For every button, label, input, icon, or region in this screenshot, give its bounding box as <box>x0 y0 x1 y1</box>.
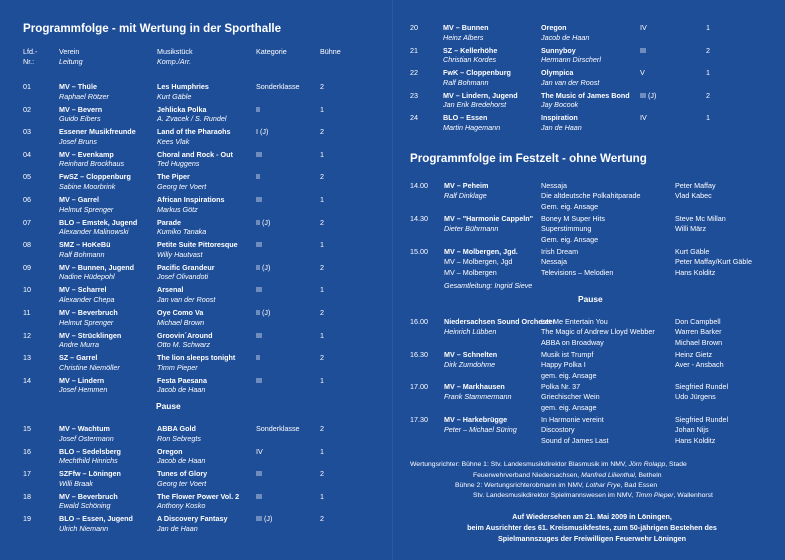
header-nr: Lfd.- <box>23 47 38 56</box>
fest-composer: Heinz Gietz <box>675 350 713 359</box>
judges-l3a: Bühne 2: Wertungsrichterobmann im NMV, <box>455 482 584 489</box>
fest-ensemble: Ralf Dinklage <box>444 191 487 201</box>
row-buehne: 1 <box>320 446 324 456</box>
row-komp: A. Zvacek / S. Rundel <box>157 114 227 124</box>
row-verein: MV – Lindern, Jugend <box>443 90 518 100</box>
row-leitung: Martin Hagemann <box>443 123 501 132</box>
row-nr: 14 <box>23 375 31 385</box>
row-komp: Georg ter Voert <box>157 182 207 191</box>
row-nr: 13 <box>23 353 31 363</box>
fest-composer: Aver - Ansbach <box>675 360 724 370</box>
row-buehne: 2 <box>320 308 324 317</box>
row-buehne: 1 <box>320 491 324 501</box>
row-kategorie: Sonderklasse <box>256 82 300 91</box>
row-nr: 16 <box>23 446 31 456</box>
fest-composer: Warren Barker <box>675 327 722 337</box>
fest-time: 15.00 <box>410 247 428 256</box>
row-verein: FwSZ – Cloppenburg <box>59 172 131 182</box>
row-nr: 03 <box>23 127 31 137</box>
fest-time: 14.30 <box>410 214 428 223</box>
judges-l2a: Feuerwehrverband Niedersachsen, <box>473 472 580 479</box>
row-kategorie: III <box>640 45 646 55</box>
row-verein: MV – Bevern <box>59 104 103 114</box>
fest-composer: Siegfried Rundel <box>675 382 729 391</box>
fest-piece: ABBA on Broadway <box>541 337 604 347</box>
row-verein: Essener Musikfreunde <box>59 127 136 137</box>
fest-piece: Irish Dream <box>541 247 579 256</box>
row-verein: MV – Beverbruch <box>59 308 118 317</box>
right-title: Programmfolge im Festzelt - ohne Wertung <box>410 152 647 165</box>
fest-ensemble: MV – Molbergen, Jgd. <box>444 247 518 256</box>
row-leitung: Ralf Bohmann <box>443 77 489 87</box>
row-buehne: 1 <box>320 330 324 340</box>
row-komp: Jacob de Haan <box>157 456 206 466</box>
fest-piece: gem. eig. Ansage <box>541 370 597 380</box>
row-buehne: 1 <box>706 23 710 32</box>
row-verein: BLO – Essen, Jugend <box>59 514 133 524</box>
row-komp: Kurt Gäble <box>157 91 192 101</box>
row-kategorie: V <box>640 68 645 78</box>
row-kategorie: II (J) <box>256 217 271 227</box>
row-komp: Otto M. Schwarz <box>157 340 211 350</box>
row-nr: 01 <box>23 82 31 91</box>
row-verein: BLO – Emstek, Jugend <box>59 217 138 227</box>
fest-piece: Die altdeutsche Polkahitparade <box>541 191 641 201</box>
row-komp: Timm Pieper <box>157 362 198 372</box>
row-verein: MV – Garrel <box>59 195 99 204</box>
judges-l4b: Timm Pieper <box>635 492 674 499</box>
row-stueck: The Piper <box>157 172 190 182</box>
row-leitung: Willi Braak <box>59 478 93 488</box>
row-buehne: 2 <box>320 127 324 137</box>
row-verein: BLO – Essen <box>443 113 488 123</box>
fest-piece: Musik ist Trumpf <box>541 350 594 359</box>
fest-composer: Udo Jürgens <box>675 392 716 402</box>
fest-time: 16.00 <box>410 317 428 326</box>
fest-ensemble: Peter – Michael Süring <box>444 425 517 435</box>
row-nr: 10 <box>23 285 31 295</box>
row-buehne: 2 <box>706 90 710 100</box>
row-nr: 06 <box>23 195 31 204</box>
row-komp: Jan de Haan <box>157 524 198 533</box>
row-nr: 15 <box>23 424 31 433</box>
row-stueck: Jehlicka Polka <box>157 104 207 114</box>
row-stueck: The lion sleeps tonight <box>157 353 236 363</box>
row-verein: MV – Lindern <box>59 375 105 385</box>
row-buehne: 1 <box>320 149 324 159</box>
row-komp: Hermann Dirscherl <box>541 55 601 65</box>
fest-ensemble: MV – Markhausen <box>444 382 505 391</box>
row-buehne: 1 <box>320 285 324 295</box>
row-komp: Jan van der Roost <box>157 295 216 304</box>
row-stueck: Oregon <box>157 446 183 456</box>
row-stueck: The Flower Power Vol. 2 <box>157 491 240 501</box>
row-buehne: 1 <box>706 68 710 78</box>
header-leitung: Leitung <box>59 57 83 66</box>
fest-ensemble: MV – Harkebrügge <box>444 415 508 424</box>
row-stueck: Arsenal <box>157 285 184 295</box>
row-komp: Jan van der Roost <box>541 77 600 87</box>
row-nr: 21 <box>410 45 418 55</box>
fest-piece: Happy Polka I <box>541 360 586 370</box>
row-kategorie: III <box>256 149 262 159</box>
header-buehne: Bühne <box>320 47 341 56</box>
row-buehne: 1 <box>320 195 324 204</box>
row-nr: 05 <box>23 172 31 182</box>
fest-piece: gem. eig. Ansage <box>541 402 597 412</box>
fest-piece: Let Me Entertain You <box>541 317 608 326</box>
judges-l4a: Stv. Landesmusikdirektor Spielmannswesen im NMV, <box>473 492 634 499</box>
row-stueck: A Discovery Fantasy <box>157 514 228 524</box>
row-kategorie: Sonderklasse <box>256 424 300 433</box>
row-stueck: Olympica <box>541 68 574 78</box>
row-komp: Jay Bocook <box>541 100 579 110</box>
fest-ensemble: Dieter Bührmann <box>444 224 499 234</box>
footer-line-3: Spielmannszuges der Freiwilligen Feuerwehr Löningen <box>497 534 687 543</box>
row-kategorie: II <box>256 353 260 363</box>
row-leitung: Christine Niemöller <box>59 362 120 372</box>
row-verein: MV – Scharrel <box>59 285 107 295</box>
row-kategorie: IV <box>640 23 647 32</box>
row-komp: Jan de Haan <box>541 123 582 132</box>
fest-time: 17.30 <box>410 415 428 424</box>
fest-composer: Siegfried Rundel <box>675 415 729 424</box>
row-leitung: Josef Bruns <box>59 136 97 146</box>
fest-ensemble: Frank Stammermann <box>444 392 512 402</box>
judges-l2b: Manfred Lilienthal <box>581 472 635 479</box>
row-stueck: Petite Suite Pittoresque <box>157 240 238 250</box>
fest-piece: Griechischer Wein <box>541 392 600 402</box>
row-stueck: Tunes of Glory <box>157 469 208 479</box>
row-komp: Josef Olivandoti <box>157 272 209 282</box>
row-nr: 04 <box>23 149 31 159</box>
row-buehne: 2 <box>320 217 324 227</box>
row-nr: 19 <box>23 514 31 524</box>
fest-time: 17.00 <box>410 382 428 391</box>
row-leitung: Heinz Albers <box>443 32 484 42</box>
row-buehne: 2 <box>320 353 324 363</box>
row-kategorie: III <box>256 375 262 385</box>
row-verein: SMZ – HoKeBü <box>59 240 111 250</box>
fest-piece: Nessaja <box>541 257 567 267</box>
row-stueck: Oye Como Va <box>157 308 204 317</box>
fest-ensemble: Dirk Zumdohme <box>444 360 496 370</box>
row-leitung: Andre Murra <box>59 340 99 350</box>
fest-composer: Vlad Kabec <box>675 191 712 201</box>
fest-piece: Discostory <box>541 425 575 435</box>
row-buehne: 2 <box>320 514 324 524</box>
header-komp: Komp./Arr. <box>157 57 192 66</box>
fest-piece: Boney M Super Hits <box>541 214 605 223</box>
row-verein: FwK – Cloppenburg <box>443 68 511 78</box>
fest-composer: Steve Mc Millan <box>675 214 726 223</box>
row-komp: Georg ter Voert <box>157 478 207 488</box>
row-verein: MV – Bunnen, Jugend <box>59 262 135 272</box>
page-fold <box>392 0 393 560</box>
fest-ensemble: Heinrich Lübben <box>444 327 497 337</box>
row-komp: Markus Götz <box>157 204 198 214</box>
row-kategorie: II <box>256 104 260 114</box>
fest-ensemble: MV – Molbergen <box>444 267 497 277</box>
fest-ensemble: Niedersachsen Sound Orchester <box>444 317 556 326</box>
fest-ensemble: MV – Molbergen, Jgd <box>444 257 513 267</box>
gesamtleitung: Gesamtleitung: Ingrid Sieve <box>444 281 533 290</box>
fest-ensemble: MV – Schnelten <box>444 350 498 359</box>
row-leitung: Josef Hemmen <box>59 385 108 395</box>
row-nr: 20 <box>410 23 418 32</box>
fest-time: 16.30 <box>410 350 428 359</box>
fest-ensemble: MV – Peheim <box>444 181 489 190</box>
row-buehne: 1 <box>320 240 324 250</box>
judges-l1c: , Stade <box>665 461 687 468</box>
row-verein: MV – Wachtum <box>59 424 110 433</box>
row-kategorie: III <box>256 469 262 479</box>
row-kategorie: III (J) <box>640 90 657 100</box>
row-leitung: Alexander Chepa <box>59 295 115 304</box>
row-leitung: Helmut Sprenger <box>59 317 114 327</box>
row-komp: Michael Brown <box>157 317 205 327</box>
row-verein: BLO – Sedelsberg <box>59 446 121 456</box>
fest-time: 14.00 <box>410 181 428 190</box>
row-nr: 11 <box>23 308 31 317</box>
row-buehne: 2 <box>706 45 710 55</box>
fest-composer: Peter Maffay <box>675 181 716 190</box>
row-kategorie: III <box>256 330 262 340</box>
row-verein: MV – Thüle <box>59 82 97 91</box>
fest-piece: The Magic of Andrew Lloyd Webber <box>541 327 655 337</box>
row-nr: 18 <box>23 491 31 501</box>
row-nr: 08 <box>23 240 31 250</box>
row-komp: Anthony Kosko <box>157 501 206 511</box>
row-komp: Jacob de Haan <box>157 385 206 395</box>
row-buehne: 1 <box>706 113 710 123</box>
row-komp: Jacob de Haan <box>541 32 590 42</box>
footer-line-1: Auf Wiedersehen am 21. Mai 2009 in Löningen, <box>512 512 672 521</box>
row-verein: MV – Strücklingen <box>59 330 122 340</box>
fest-composer: Hans Kolditz <box>675 435 716 445</box>
row-komp: Kumiko Tanaka <box>157 227 207 237</box>
fest-composer: Hans Kolditz <box>675 267 716 277</box>
row-leitung: Sabine Moorbrink <box>59 182 116 191</box>
fest-ensemble: MV – "Harmonie Cappeln" <box>444 214 534 223</box>
row-nr: 17 <box>23 469 31 479</box>
row-buehne: 1 <box>320 375 324 385</box>
row-kategorie: IV <box>256 446 263 456</box>
row-nr: 22 <box>410 68 418 78</box>
row-kategorie: II (J) <box>256 262 271 272</box>
row-leitung: Christian Kordes <box>443 55 497 65</box>
row-stueck: Land of the Pharaohs <box>157 127 231 137</box>
row-leitung: Jan Erik Bredehorst <box>443 100 507 110</box>
row-leitung: Reinhard Brockhaus <box>59 159 125 169</box>
fest-piece: Televisions – Melodien <box>541 267 614 277</box>
fest-piece: Gem. eig. Ansage <box>541 201 599 211</box>
row-verein: SZFfw – Löningen <box>59 469 121 479</box>
row-stueck: ABBA Gold <box>157 424 196 433</box>
fest-piece: Polka Nr. 37 <box>541 382 581 391</box>
row-buehne: 2 <box>320 82 324 91</box>
row-komp: Willy Hautvast <box>157 249 203 259</box>
row-leitung: Alexander Malinowski <box>59 227 129 237</box>
row-kategorie: I (J) <box>256 127 269 137</box>
row-kategorie: IV <box>640 113 647 123</box>
judges-l4c: , Wallenhorst <box>673 492 713 499</box>
fest-piece: Superstimmung <box>541 224 592 234</box>
row-stueck: Choral and Rock - Out <box>157 149 233 159</box>
row-nr: 23 <box>410 90 418 100</box>
row-nr: 24 <box>410 113 418 123</box>
row-kategorie: III <box>256 285 262 295</box>
row-kategorie: II <box>256 172 260 182</box>
row-komp: Ted Huggens <box>157 159 200 169</box>
row-nr: 12 <box>23 330 31 340</box>
fest-composer: Peter Maffay/Kurt Gäble <box>675 257 752 267</box>
judges-line-3 <box>455 481 657 490</box>
row-komp: Ron Sebregts <box>157 433 201 443</box>
fest-composer: Kurt Gäble <box>675 247 710 256</box>
row-buehne: 2 <box>320 469 324 479</box>
row-kategorie: III (J) <box>256 514 273 524</box>
row-nr: 09 <box>23 262 31 272</box>
judges-l3b: Lothar Frye <box>585 482 621 489</box>
row-stueck: The Music of James Bond <box>541 90 630 100</box>
row-leitung: Ewald Schöning <box>59 501 111 511</box>
row-verein: MV – Bunnen <box>443 23 489 32</box>
row-stueck: Groovin´Around <box>157 330 213 340</box>
row-leitung: Josef Ostermann <box>59 433 114 443</box>
judges-l1b: Jörn Rolapp <box>628 461 666 468</box>
judges-l3c: , Bad Essen <box>620 482 658 489</box>
row-stueck: Oregon <box>541 23 567 32</box>
judges-line-2 <box>473 471 662 480</box>
row-leitung: Helmut Sprenger <box>59 204 114 214</box>
row-leitung: Mechthild Hinrichs <box>59 456 118 466</box>
fest-piece: Sound of James Last <box>541 435 609 445</box>
fest-composer: Johan Nijs <box>675 425 709 435</box>
row-nr: 07 <box>23 217 31 227</box>
judges-l2c: , Betheln <box>634 472 662 479</box>
row-buehne: 2 <box>320 172 324 182</box>
left-title: Programmfolge - mit Wertung in der Sporthalle <box>23 22 282 35</box>
judges-l1a: Wertungsrichter: Bühne 1: Stv. Landesmusikdirektor Blasmusik im NMV, <box>410 461 627 468</box>
row-verein: MV – Beverbruch <box>59 491 118 501</box>
row-verein: MV – Evenkamp <box>59 149 114 159</box>
row-stueck: African Inspirations <box>157 195 225 204</box>
row-verein: SZ – Garrel <box>59 353 98 363</box>
row-kategorie: III <box>256 491 262 501</box>
right-pause: Pause <box>578 294 603 304</box>
left-pause: Pause <box>156 401 181 411</box>
fest-composer: Willi März <box>675 224 707 234</box>
row-leitung: Ralf Bohmann <box>59 249 105 259</box>
row-kategorie: III <box>256 195 262 204</box>
row-leitung: Raphael Rötzer <box>59 91 109 101</box>
row-leitung: Nadine Hüdepohl <box>59 272 115 282</box>
row-leitung: Ulrich Niemann <box>59 524 109 533</box>
row-leitung: Guido Eibers <box>59 114 101 124</box>
fest-composer: Michael Brown <box>675 337 723 347</box>
footer-line-2: beim Ausrichter des 61. Kreismusikfestes, zum 50-jährigen Bestehen des <box>467 523 717 532</box>
fest-piece: Nessaja <box>541 181 567 190</box>
header-nr2: Nr.: <box>23 57 35 66</box>
fest-composer: Don Campbell <box>675 317 721 326</box>
row-nr: 02 <box>23 104 31 114</box>
header-stueck: Musikstück <box>157 47 193 56</box>
row-stueck: Les Humphries <box>157 82 209 91</box>
row-verein: SZ – Kellerhöhe <box>443 45 498 55</box>
fest-piece: In Harmonie vereint <box>541 415 604 424</box>
header-kat: Kategorie <box>256 47 287 56</box>
judges-line-1 <box>410 460 687 469</box>
row-buehne: 2 <box>320 424 324 433</box>
row-buehne: 2 <box>320 262 324 272</box>
fest-piece: Gem. eig. Ansage <box>541 234 599 244</box>
row-stueck: Sunnyboy <box>541 45 576 55</box>
row-stueck: Festa Paesana <box>157 375 207 385</box>
row-komp: Kees Vlak <box>157 136 190 146</box>
header-verein: Verein <box>59 47 80 56</box>
row-kategorie: III <box>256 240 262 250</box>
row-stueck: Pacific Grandeur <box>157 262 215 272</box>
judges-line-4 <box>473 491 713 500</box>
row-stueck: Parade <box>157 217 181 227</box>
row-stueck: Inspiration <box>541 113 578 123</box>
row-kategorie: II (J) <box>256 308 271 317</box>
row-buehne: 1 <box>320 104 324 114</box>
